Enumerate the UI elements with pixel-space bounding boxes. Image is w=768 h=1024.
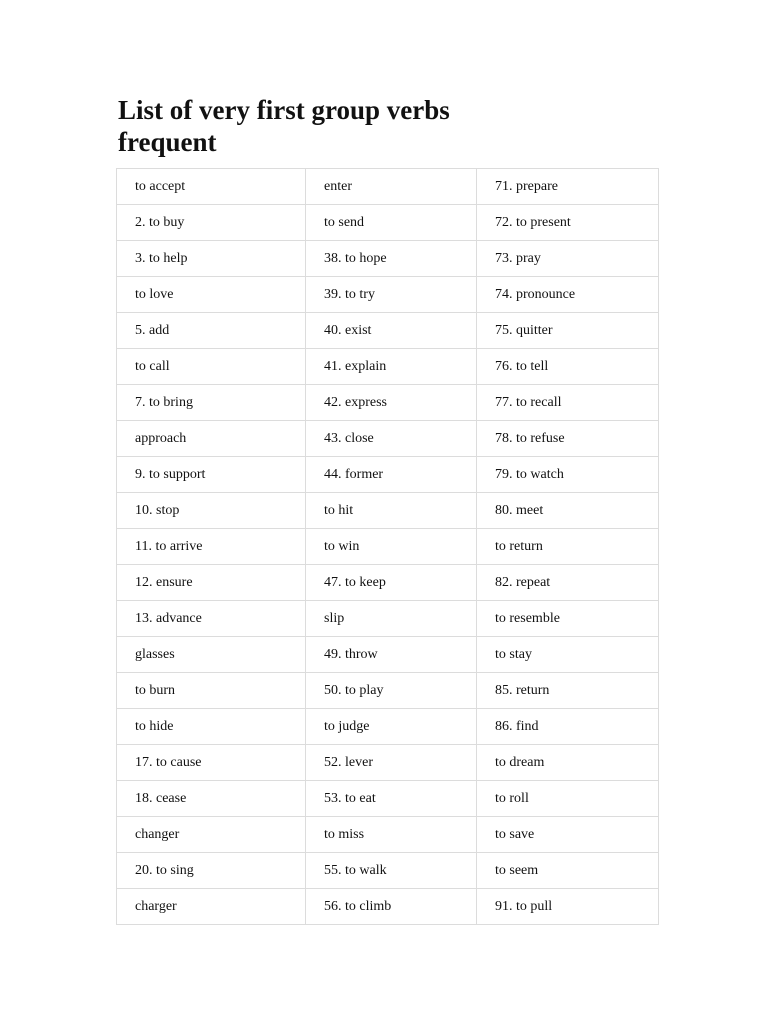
table-row bbox=[117, 853, 659, 889]
table-cell: approach bbox=[117, 421, 306, 457]
table-cell: 49. throw bbox=[306, 637, 477, 673]
table-cell: changer bbox=[117, 817, 306, 853]
table-cell: 13. advance bbox=[117, 601, 306, 637]
table-cell: 42. express bbox=[306, 385, 477, 421]
table-cell: 55. to walk bbox=[306, 853, 477, 889]
table-row bbox=[117, 889, 659, 925]
table-row bbox=[117, 241, 659, 277]
table-row bbox=[117, 565, 659, 601]
page-title: List of very first group verbs frequent bbox=[118, 95, 450, 157]
table-cell: to hide bbox=[117, 709, 306, 745]
table-cell: to stay bbox=[477, 637, 659, 673]
table-cell: 78. to refuse bbox=[477, 421, 659, 457]
table-cell: to seem bbox=[477, 853, 659, 889]
table-cell: 47. to keep bbox=[306, 565, 477, 601]
table-cell: 11. to arrive bbox=[117, 529, 306, 565]
table-cell: to burn bbox=[117, 673, 306, 709]
table-row bbox=[117, 277, 659, 313]
table-cell: to judge bbox=[306, 709, 477, 745]
table-cell: to love bbox=[117, 277, 306, 313]
verb-table-body bbox=[117, 169, 659, 925]
table-cell: 56. to climb bbox=[306, 889, 477, 925]
table-cell: 82. repeat bbox=[477, 565, 659, 601]
table-cell: 12. ensure bbox=[117, 565, 306, 601]
table-cell: to hit bbox=[306, 493, 477, 529]
table-cell: to send bbox=[306, 205, 477, 241]
table-cell: 53. to eat bbox=[306, 781, 477, 817]
table-row bbox=[117, 421, 659, 457]
table-row bbox=[117, 745, 659, 781]
verb-table bbox=[116, 168, 659, 925]
table-cell: 10. stop bbox=[117, 493, 306, 529]
table-cell: 40. exist bbox=[306, 313, 477, 349]
table-row bbox=[117, 205, 659, 241]
table-cell: 77. to recall bbox=[477, 385, 659, 421]
table-row bbox=[117, 709, 659, 745]
table-cell: 9. to support bbox=[117, 457, 306, 493]
table-cell: 86. find bbox=[477, 709, 659, 745]
table-cell: to call bbox=[117, 349, 306, 385]
table-row bbox=[117, 493, 659, 529]
table-cell: 80. meet bbox=[477, 493, 659, 529]
table-cell: 41. explain bbox=[306, 349, 477, 385]
table-cell: to accept bbox=[117, 169, 306, 205]
table-cell: 50. to play bbox=[306, 673, 477, 709]
table-cell: 75. quitter bbox=[477, 313, 659, 349]
table-row bbox=[117, 385, 659, 421]
table-cell: to miss bbox=[306, 817, 477, 853]
table-cell: 85. return bbox=[477, 673, 659, 709]
table-cell: 7. to bring bbox=[117, 385, 306, 421]
table-cell: 5. add bbox=[117, 313, 306, 349]
table-cell: 71. prepare bbox=[477, 169, 659, 205]
table-cell: 39. to try bbox=[306, 277, 477, 313]
table-cell: 72. to present bbox=[477, 205, 659, 241]
table-cell: 73. pray bbox=[477, 241, 659, 277]
table-cell: 3. to help bbox=[117, 241, 306, 277]
table-cell: 79. to watch bbox=[477, 457, 659, 493]
table-cell: 2. to buy bbox=[117, 205, 306, 241]
table-cell: 20. to sing bbox=[117, 853, 306, 889]
table-cell: to roll bbox=[477, 781, 659, 817]
table-row bbox=[117, 601, 659, 637]
table-row bbox=[117, 673, 659, 709]
table-cell: 76. to tell bbox=[477, 349, 659, 385]
table-cell: charger bbox=[117, 889, 306, 925]
table-cell: 44. former bbox=[306, 457, 477, 493]
table-row bbox=[117, 169, 659, 205]
table-cell: slip bbox=[306, 601, 477, 637]
table-row bbox=[117, 529, 659, 565]
table-row bbox=[117, 457, 659, 493]
table-cell: to return bbox=[477, 529, 659, 565]
table-row bbox=[117, 781, 659, 817]
table-cell: to resemble bbox=[477, 601, 659, 637]
table-row bbox=[117, 349, 659, 385]
table-cell: to win bbox=[306, 529, 477, 565]
table-cell: 17. to cause bbox=[117, 745, 306, 781]
table-cell: 18. cease bbox=[117, 781, 306, 817]
table-row bbox=[117, 817, 659, 853]
table-cell: 38. to hope bbox=[306, 241, 477, 277]
table-row bbox=[117, 637, 659, 673]
table-row bbox=[117, 313, 659, 349]
table-cell: enter bbox=[306, 169, 477, 205]
table-cell: glasses bbox=[117, 637, 306, 673]
table-cell: 74. pronounce bbox=[477, 277, 659, 313]
table-cell: 52. lever bbox=[306, 745, 477, 781]
table-cell: 43. close bbox=[306, 421, 477, 457]
table-cell: to save bbox=[477, 817, 659, 853]
table-cell: to dream bbox=[477, 745, 659, 781]
table-cell: 91. to pull bbox=[477, 889, 659, 925]
